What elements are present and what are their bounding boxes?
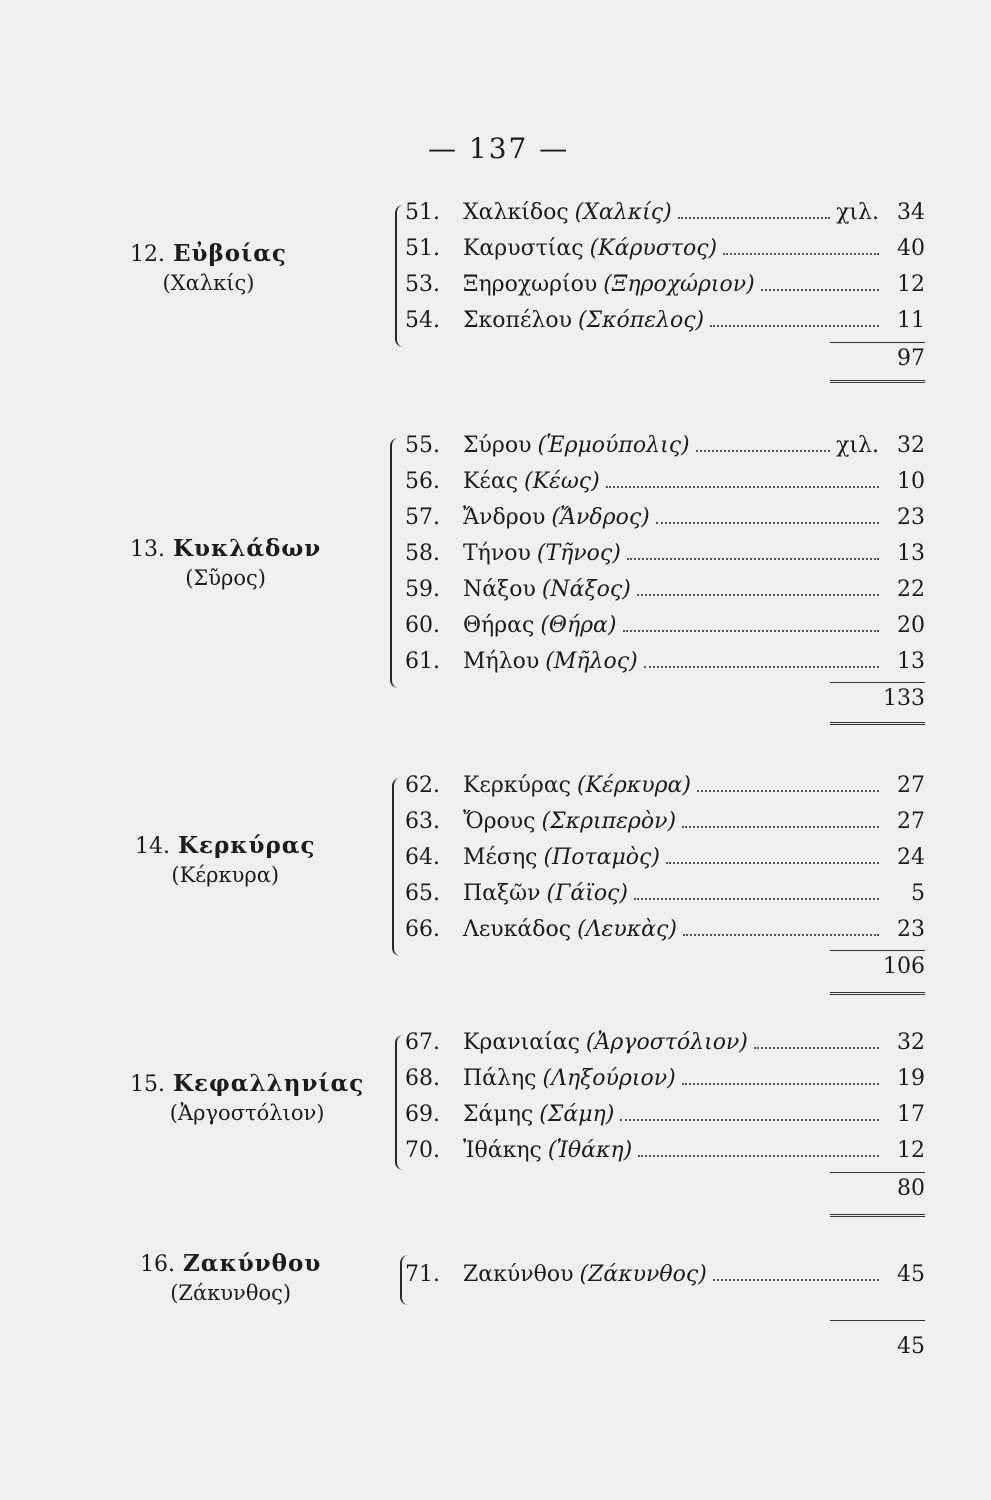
row-value: 32 [897,1030,925,1055]
row-name: Μήλου [463,649,540,674]
row-name: Τήνου [463,541,531,566]
table-row [405,469,925,505]
row-name: Κερκύρας [463,773,572,798]
eparchy-capital: (Σῦρος) [185,566,266,590]
row-number: 71. [405,1262,440,1287]
table-row [405,272,925,308]
row-value: 12 [897,272,925,297]
sum-rule [830,682,925,683]
eparchy-label [130,1070,364,1125]
row-modern-name: (Ἄνδρος) [551,505,650,530]
table-row [405,577,925,613]
row-modern-name: (Κάρυστος) [589,236,718,261]
row-number: 51. [405,200,440,225]
row-number: 53. [405,272,440,297]
row-number: 60. [405,613,440,638]
eparchy-number: 16. [140,1252,175,1277]
eparchy-number: 13. [130,537,165,562]
eparchy-label [130,535,321,590]
row-modern-name: (Σάμη) [539,1102,615,1127]
table-row [405,505,925,541]
row-modern-name: (Σκριπερὸν) [541,809,677,834]
leader-dots [623,616,879,632]
leader-dots [638,1141,879,1157]
eparchy-name: Εὐβοίας [173,240,287,267]
table-row [405,236,925,272]
group-total: 97 [897,346,925,371]
row-modern-name: (Ζάκυνθος) [579,1262,707,1287]
table-row [405,200,925,236]
row-number: 63. [405,809,440,834]
row-modern-name: (Θήρα) [540,613,617,638]
row-number: 51. [405,236,440,261]
eparchy-capital: (Χαλκίς) [162,271,255,295]
table-row [405,308,925,344]
row-name: Ἄνδρου [463,505,546,530]
row-value: 23 [897,917,925,942]
eparchy-label [135,832,315,887]
row-value: 13 [897,541,925,566]
double-rule [830,1214,925,1217]
leader-dots [656,508,879,524]
row-name: Σκοπέλου [463,308,572,333]
row-modern-name: (Κέρκυρα) [577,773,691,798]
eparchy-name: Κερκύρας [178,832,316,859]
sum-rule [830,342,925,343]
eparchy-name: Κυκλάδων [173,535,322,562]
row-value: 13 [897,649,925,674]
table-row [405,917,925,953]
row-name: Σάμης [463,1102,534,1127]
double-rule [830,722,925,725]
leader-dots [683,920,879,936]
leader-dots [754,1033,879,1049]
row-name: Ἰθάκης [463,1138,542,1163]
group-total: 45 [897,1334,925,1359]
row-name: Λευκάδος [463,917,572,942]
row-number: 64. [405,845,440,870]
sum-rule [830,1172,925,1173]
row-name: Ζακύνθου [463,1262,574,1287]
row-value: 17 [897,1102,925,1127]
row-name: Νάξου [463,577,536,602]
table-row [405,845,925,881]
eparchy-label [130,240,287,295]
table-row [405,1066,925,1102]
row-name: Ὄρους [463,809,536,834]
row-value: 32 [897,433,925,458]
row-number: 55. [405,433,440,458]
row-name: Καρυστίας [463,236,584,261]
row-name: Χαλκίδος [463,200,569,225]
row-modern-name: (Χαλκίς) [574,200,672,225]
row-value: 40 [897,236,925,261]
brace [395,205,403,347]
leader-dots [666,848,879,864]
row-name: Θήρας [463,613,535,638]
table-row [405,433,925,469]
eparchy-name: Ζακύνθου [183,1250,322,1277]
eparchy-number: 12. [130,242,165,267]
leader-dots [723,239,879,255]
row-modern-name: (Κέως) [524,469,600,494]
row-modern-name: (Ἀργοστόλιον) [585,1030,748,1055]
table-row [405,809,925,845]
table-row [405,1102,925,1138]
table-row [405,613,925,649]
table-row [405,649,925,685]
row-number: 57. [405,505,440,530]
row-value: 22 [897,577,925,602]
row-value: 23 [897,505,925,530]
row-modern-name: (Λευκὰς) [577,917,677,942]
table-row [405,1138,925,1174]
group-total: 133 [883,686,925,711]
row-number: 69. [405,1102,440,1127]
row-number: 67. [405,1030,440,1055]
table-row [405,1030,925,1066]
sum-rule [830,950,925,951]
row-number: 62. [405,773,440,798]
sum-rule [830,1320,925,1321]
row-name: Σύρου [463,433,532,458]
row-value: 24 [897,845,925,870]
eparchy-label [140,1250,321,1305]
row-modern-name: (Ἑρμούπολις) [537,433,690,458]
row-modern-name: (Ληξούριον) [542,1066,676,1091]
row-modern-name: (Ἰθάκη) [547,1138,633,1163]
row-modern-name: (Τῆνος) [536,541,621,566]
row-modern-name: (Νάξος) [541,577,631,602]
row-modern-name: (Γάϊος) [546,881,628,906]
leader-dots [637,580,879,596]
leader-dots [682,812,879,828]
leader-dots [627,544,879,560]
row-number: 58. [405,541,440,566]
leader-dots [696,436,830,452]
row-number: 61. [405,649,440,674]
row-number: 70. [405,1138,440,1163]
row-value: 20 [897,613,925,638]
table-row [405,1262,925,1298]
leader-dots [620,1105,879,1121]
eparchy-capital: (Ἀργοστόλιον) [169,1101,325,1125]
eparchy-name: Κεφαλληνίας [173,1070,365,1097]
row-number: 66. [405,917,440,942]
group-total: 106 [883,954,925,979]
leader-dots [682,1069,879,1085]
row-value: 5 [911,881,925,906]
double-rule [830,380,925,383]
table-row [405,541,925,577]
row-number: 68. [405,1066,440,1091]
row-name: Κέας [463,469,519,494]
row-modern-name: (Μῆλος) [545,649,638,674]
row-number: 56. [405,469,440,494]
row-number: 65. [405,881,440,906]
leader-dots [606,472,879,488]
eparchy-capital: (Ζάκυνθος) [170,1281,292,1305]
row-name: Μέσης [463,845,538,870]
leader-dots [678,203,830,219]
table-row [405,773,925,809]
eparchy-capital: (Κέρκυρα) [171,863,280,887]
row-modern-name: (Ποταμὸς) [543,845,660,870]
row-value: 10 [897,469,925,494]
row-value: 12 [897,1138,925,1163]
row-number: 54. [405,308,440,333]
row-value: 11 [897,308,925,333]
row-number: 59. [405,577,440,602]
row-unit: χιλ. [836,200,879,225]
eparchy-number: 14. [135,834,170,859]
row-value: 27 [897,773,925,798]
eparchy-number: 15. [130,1072,165,1097]
row-value: 45 [897,1262,925,1287]
row-name: Παξῶν [463,881,541,906]
row-name: Κρανιαίας [463,1030,580,1055]
page-number: — 137 — [428,132,570,165]
row-name: Ξηροχωρίου [463,272,598,297]
row-name: Πάλης [463,1066,537,1091]
brace [392,778,400,956]
row-modern-name: (Ξηροχώριον) [603,272,755,297]
row-value: 27 [897,809,925,834]
group-total: 80 [897,1176,925,1201]
leader-dots [644,652,879,668]
row-value: 34 [897,200,925,225]
leader-dots [697,776,879,792]
leader-dots [634,884,879,900]
table-row [405,881,925,917]
row-modern-name: (Σκόπελος) [577,308,705,333]
leader-dots [710,311,879,327]
leader-dots [713,1265,879,1281]
row-value: 19 [897,1066,925,1091]
leader-dots [761,275,879,291]
brace [395,1035,403,1170]
double-rule [830,992,925,995]
brace [390,438,398,688]
row-unit: χιλ. [836,433,879,458]
